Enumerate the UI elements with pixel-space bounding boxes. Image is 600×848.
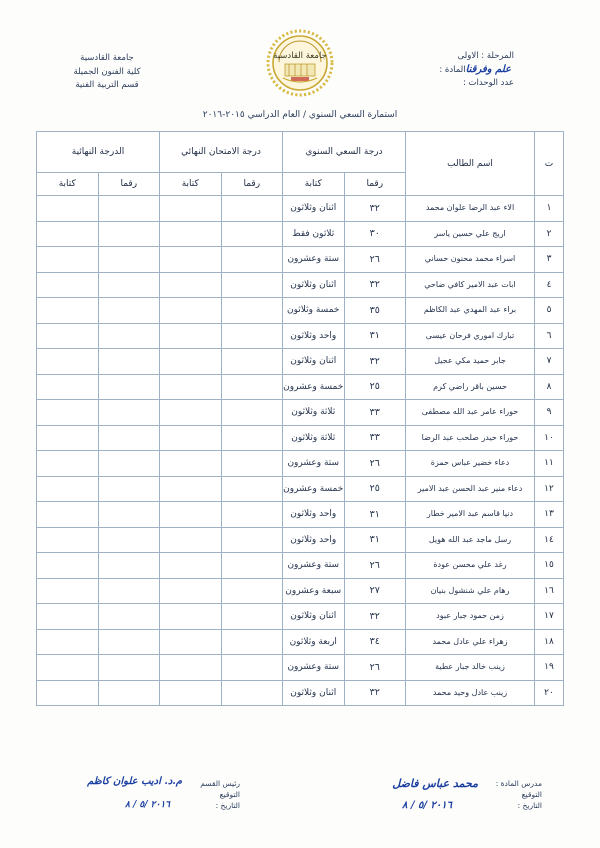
subject-value-handwritten: علم وفرقنا — [465, 64, 511, 75]
cell-total-numeral — [98, 527, 160, 553]
cell-annual-written: خمسة وعشرون — [283, 374, 345, 400]
cell-student-name: اريج علي حسين ياسر — [406, 221, 535, 247]
teacher-signature-label: التوقيع — [521, 790, 542, 799]
cell-total-written — [37, 349, 99, 375]
cell-annual-written: خمسة وعشرون — [283, 476, 345, 502]
cell-annual-written: ستة وعشرون — [283, 553, 345, 579]
cell-final-numeral — [221, 425, 283, 451]
cell-annual-written: خمسة وثلاثون — [283, 298, 345, 324]
cell-annual-numeral: ٣٢ — [344, 272, 406, 298]
cell-seq: ٢٠ — [535, 680, 564, 706]
cell-final-numeral — [221, 374, 283, 400]
cell-total-written — [37, 221, 99, 247]
cell-final-numeral — [221, 604, 283, 630]
cell-final-numeral — [221, 349, 283, 375]
cell-seq: ١٠ — [535, 425, 564, 451]
cell-student-name: براء عبد المهدي عبد الكاظم — [406, 298, 535, 324]
cell-annual-written: اثنان وثلاثون — [283, 272, 345, 298]
header-total-written: كتابة — [37, 173, 99, 196]
cell-total-numeral — [98, 680, 160, 706]
cell-annual-written: اربعة وثلاثون — [283, 629, 345, 655]
cell-total-written — [37, 655, 99, 681]
cell-annual-written: اثنان وثلاثون — [283, 604, 345, 630]
cell-annual-numeral: ٣٢ — [344, 604, 406, 630]
cell-final-written — [160, 655, 222, 681]
cell-annual-numeral: ٢٥ — [344, 374, 406, 400]
cell-annual-numeral: ٢٧ — [344, 578, 406, 604]
header-annual-numeral: رقما — [344, 173, 406, 196]
table-row — [37, 400, 564, 426]
cell-student-name: ابات عبد الامير كافي ضاحي — [406, 272, 535, 298]
cell-final-numeral — [221, 298, 283, 324]
cell-seq: ٥ — [535, 298, 564, 324]
cell-annual-numeral: ٣١ — [344, 323, 406, 349]
cell-seq: ١٥ — [535, 553, 564, 579]
cell-final-numeral — [221, 247, 283, 273]
head-date-handwritten: ٢٠١٦ /٥ / ٨ — [124, 800, 170, 810]
cell-student-name: دنيا قاسم عبد الامير خطار — [406, 502, 535, 528]
table-row — [37, 374, 564, 400]
cell-annual-written: اثنان وثلاثون — [283, 680, 345, 706]
head-signature-block — [200, 778, 240, 811]
university-seal-icon — [265, 28, 335, 98]
course-info-block — [439, 50, 514, 90]
cell-total-numeral — [98, 247, 160, 273]
document-header — [0, 26, 600, 106]
cell-annual-numeral: ٣٠ — [344, 221, 406, 247]
cell-annual-numeral: ٣٥ — [344, 298, 406, 324]
cell-seq: ٨ — [535, 374, 564, 400]
cell-total-written — [37, 527, 99, 553]
college-name: كلية الفنون الجميلة — [73, 66, 141, 77]
cell-total-numeral — [98, 425, 160, 451]
table-row — [37, 629, 564, 655]
cell-final-written — [160, 425, 222, 451]
cell-total-numeral — [98, 655, 160, 681]
university-name: جامعة القادسية — [80, 53, 134, 63]
head-date-label: التاريخ : — [215, 801, 240, 810]
head-signature-label: التوقيع — [219, 790, 240, 799]
cell-final-numeral — [221, 502, 283, 528]
cell-total-numeral — [98, 323, 160, 349]
cell-final-written — [160, 629, 222, 655]
cell-final-numeral — [221, 578, 283, 604]
cell-student-name: دعاء خضير عباس حمزة — [406, 451, 535, 477]
cell-annual-numeral: ٢٦ — [344, 655, 406, 681]
cell-final-numeral — [221, 221, 283, 247]
cell-student-name: حوراء عامر عبد الله مصطفى — [406, 400, 535, 426]
cell-final-written — [160, 527, 222, 553]
cell-annual-written: واحد وثلاثون — [283, 323, 345, 349]
cell-seq: ١٦ — [535, 578, 564, 604]
cell-total-written — [37, 553, 99, 579]
cell-final-written — [160, 553, 222, 579]
header-total-numeral: رقما — [98, 173, 160, 196]
cell-total-numeral — [98, 272, 160, 298]
cell-final-numeral — [221, 553, 283, 579]
cell-total-numeral — [98, 374, 160, 400]
cell-seq: ٤ — [535, 272, 564, 298]
header-row-top — [37, 132, 564, 173]
table-row — [37, 680, 564, 706]
table-row — [37, 349, 564, 375]
cell-annual-written: واحد وثلاثون — [283, 527, 345, 553]
cell-annual-numeral: ٣٣ — [344, 400, 406, 426]
cell-total-numeral — [98, 476, 160, 502]
cell-annual-numeral: ٣١ — [344, 502, 406, 528]
table-row — [37, 323, 564, 349]
cell-student-name: زهراء علي عادل محمد — [406, 629, 535, 655]
cell-student-name: رغد علي محسن عودة — [406, 553, 535, 579]
cell-annual-written: ثلاثون فقط — [283, 221, 345, 247]
cell-total-written — [37, 680, 99, 706]
cell-total-written — [37, 374, 99, 400]
header-final-total: الدرجة النهائية — [37, 132, 160, 173]
table-row — [37, 272, 564, 298]
cell-total-written — [37, 196, 99, 222]
table-row — [37, 451, 564, 477]
cell-student-name: رسل ماجد عبد الله هويل — [406, 527, 535, 553]
cell-final-written — [160, 680, 222, 706]
cell-final-numeral — [221, 655, 283, 681]
cell-seq: ٩ — [535, 400, 564, 426]
table-row — [37, 221, 564, 247]
cell-total-written — [37, 298, 99, 324]
header-final-written: كتابة — [160, 173, 222, 196]
table-row — [37, 298, 564, 324]
cell-student-name: تبارك اموري فرحان عيسى — [406, 323, 535, 349]
cell-final-written — [160, 221, 222, 247]
cell-annual-written: ستة وعشرون — [283, 655, 345, 681]
cell-annual-numeral: ٣٣ — [344, 425, 406, 451]
cell-student-name: جابر حميد مكي عجيل — [406, 349, 535, 375]
cell-total-numeral — [98, 553, 160, 579]
cell-total-written — [37, 323, 99, 349]
table-row — [37, 527, 564, 553]
cell-total-written — [37, 629, 99, 655]
cell-annual-written: واحد وثلاثون — [283, 502, 345, 528]
cell-final-written — [160, 502, 222, 528]
cell-annual-written: ثلاثة وثلاثون — [283, 400, 345, 426]
units-label: عدد الوحدات : — [462, 78, 514, 88]
cell-seq: ١٨ — [535, 629, 564, 655]
cell-total-written — [37, 604, 99, 630]
cell-student-name: حوراء حيدر صلحب عبد الرضا — [406, 425, 535, 451]
cell-seq: ١٢ — [535, 476, 564, 502]
cell-total-written — [37, 247, 99, 273]
cell-annual-numeral: ٣٢ — [344, 680, 406, 706]
cell-student-name: حسين باقر راضي كرم — [406, 374, 535, 400]
table-row — [37, 247, 564, 273]
cell-annual-numeral: ٣٢ — [344, 196, 406, 222]
table-row — [37, 655, 564, 681]
cell-total-numeral — [98, 502, 160, 528]
grades-table — [36, 131, 564, 706]
cell-student-name: زينب عادل وحيد محمد — [406, 680, 535, 706]
stage-label: المرحلة : الاولى — [457, 51, 514, 61]
cell-seq: ١١ — [535, 451, 564, 477]
cell-student-name: اسراء محمد محنون حساني — [406, 247, 535, 273]
cell-annual-written: سبعة وعشرون — [283, 578, 345, 604]
cell-seq: ٦ — [535, 323, 564, 349]
cell-final-written — [160, 323, 222, 349]
cell-total-numeral — [98, 451, 160, 477]
cell-final-written — [160, 400, 222, 426]
header-annual-grade: درجة السعي السنوي — [283, 132, 406, 173]
cell-final-numeral — [221, 527, 283, 553]
header-final-numeral: رقما — [221, 173, 283, 196]
header-student-name: اسم الطالب — [406, 132, 535, 196]
cell-annual-numeral: ٢٦ — [344, 247, 406, 273]
department-name: قسم التربية الفنية — [75, 80, 139, 90]
cell-seq: ٢ — [535, 221, 564, 247]
cell-final-written — [160, 578, 222, 604]
cell-final-written — [160, 451, 222, 477]
cell-final-written — [160, 272, 222, 298]
cell-total-numeral — [98, 400, 160, 426]
institution-block — [32, 52, 182, 93]
cell-annual-numeral: ٣٤ — [344, 629, 406, 655]
cell-annual-written: اثنان وثلاثون — [283, 196, 345, 222]
cell-seq: ١٣ — [535, 502, 564, 528]
cell-student-name: زينب خالد جبار عطية — [406, 655, 535, 681]
table-row — [37, 476, 564, 502]
cell-annual-numeral: ٢٥ — [344, 476, 406, 502]
cell-final-written — [160, 349, 222, 375]
teacher-role-label: مدرس المادة : — [495, 779, 542, 788]
cell-student-name: دعاء منير عبد الحسن عبد الامير — [406, 476, 535, 502]
cell-total-written — [37, 272, 99, 298]
cell-annual-written: ثلاثة وثلاثون — [283, 425, 345, 451]
cell-total-written — [37, 451, 99, 477]
header-seq: ت — [535, 132, 564, 196]
cell-final-written — [160, 476, 222, 502]
cell-total-written — [37, 400, 99, 426]
teacher-name-handwritten: محمد عباس فاضل — [392, 777, 478, 790]
head-name-handwritten: م.د. اديب علوان كاظم — [87, 776, 182, 787]
table-row — [37, 196, 564, 222]
cell-total-numeral — [98, 349, 160, 375]
header-annual-written: كتابة — [283, 173, 345, 196]
cell-annual-written: ستة وعشرون — [283, 451, 345, 477]
cell-final-numeral — [221, 400, 283, 426]
table-row — [37, 578, 564, 604]
cell-seq: ١٧ — [535, 604, 564, 630]
document-footer — [0, 778, 600, 838]
head-role-label: رئيس القسم — [200, 779, 240, 788]
cell-final-written — [160, 247, 222, 273]
cell-final-numeral — [221, 451, 283, 477]
cell-student-name: الاء عبد الرضا علوان محمد — [406, 196, 535, 222]
cell-final-numeral — [221, 196, 283, 222]
teacher-date-handwritten: ٢٠١٦ /٥ / ٨ — [402, 800, 452, 811]
table-row — [37, 553, 564, 579]
table-row — [37, 502, 564, 528]
cell-total-written — [37, 578, 99, 604]
cell-annual-numeral: ٣٢ — [344, 349, 406, 375]
cell-seq: ١٩ — [535, 655, 564, 681]
cell-seq: ١ — [535, 196, 564, 222]
subject-label: المادة : — [439, 65, 466, 75]
cell-total-written — [37, 502, 99, 528]
cell-final-written — [160, 196, 222, 222]
cell-student-name: رهام علي شنشول بنيان — [406, 578, 535, 604]
subject-row — [439, 63, 514, 77]
cell-total-numeral — [98, 629, 160, 655]
table-row — [37, 604, 564, 630]
cell-final-numeral — [221, 629, 283, 655]
cell-total-numeral — [98, 604, 160, 630]
cell-final-numeral — [221, 476, 283, 502]
cell-total-written — [37, 476, 99, 502]
table-body — [37, 196, 564, 706]
cell-annual-numeral: ٢٦ — [344, 451, 406, 477]
cell-final-written — [160, 374, 222, 400]
cell-total-numeral — [98, 196, 160, 222]
cell-annual-written: ستة وعشرون — [283, 247, 345, 273]
cell-final-numeral — [221, 323, 283, 349]
cell-final-numeral — [221, 272, 283, 298]
cell-annual-numeral: ٣١ — [344, 527, 406, 553]
header-final-exam: درجة الامتحان النهائي — [160, 132, 283, 173]
cell-total-written — [37, 425, 99, 451]
teacher-signature-block — [496, 778, 542, 811]
cell-total-numeral — [98, 221, 160, 247]
cell-final-written — [160, 604, 222, 630]
cell-seq: ١٤ — [535, 527, 564, 553]
table-head — [37, 132, 564, 196]
cell-total-numeral — [98, 578, 160, 604]
cell-final-numeral — [221, 680, 283, 706]
table-row — [37, 425, 564, 451]
cell-annual-numeral: ٢٦ — [344, 553, 406, 579]
cell-final-written — [160, 298, 222, 324]
cell-seq: ٣ — [535, 247, 564, 273]
form-title: استمارة السعي السنوي / العام الدراسي ٢٠١٥-٢٠١٦ — [202, 110, 398, 120]
teacher-date-label: التاريخ : — [517, 801, 542, 810]
cell-seq: ٧ — [535, 349, 564, 375]
svg-text:جامعة القادسية: جامعة القادسية — [273, 51, 327, 61]
cell-student-name: زمن حمود جبار عبود — [406, 604, 535, 630]
cell-annual-written: اثنان وثلاثون — [283, 349, 345, 375]
cell-total-numeral — [98, 298, 160, 324]
